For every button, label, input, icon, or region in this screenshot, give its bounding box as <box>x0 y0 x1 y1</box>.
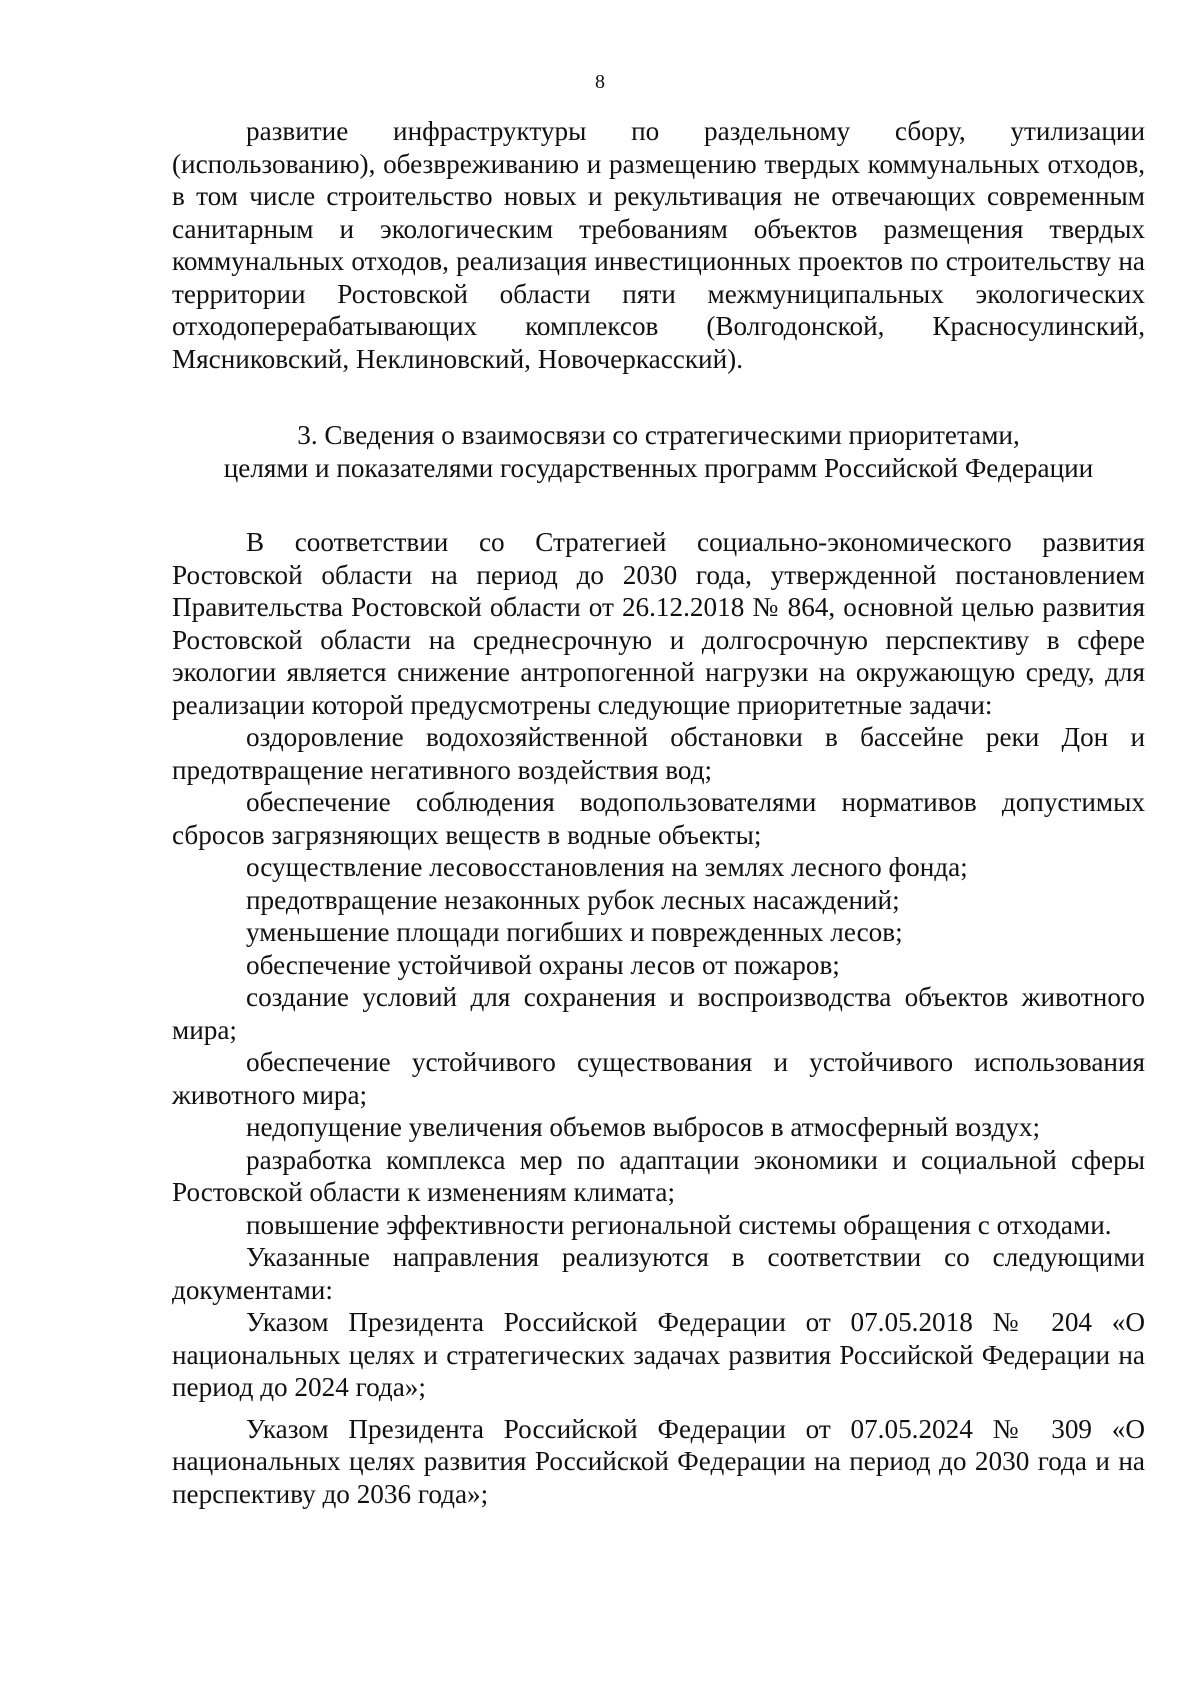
task-item: осуществление лесовосстановления на землях лесного фонда; <box>246 852 968 882</box>
section-heading-line-2: целями и показателями государственных программ Российской Федерации <box>223 452 1094 483</box>
task-item: обеспечение соблюдения водопользователями нормативов допустимых сбросов загрязняющих веществ в водные объекты; <box>172 787 1145 850</box>
paragraph-gap <box>172 1404 1145 1413</box>
task-list <box>172 721 1145 1241</box>
task-item: обеспечение устойчивой охраны лесов от пожаров; <box>246 949 840 980</box>
task-item: уменьшение площади погибших и поврежденных лесов; <box>246 917 903 947</box>
task-item: обеспечение устойчивого существования и устойчивого использования животного мира; <box>172 1047 1145 1110</box>
section-heading-line-1: 3. Сведения о взаимосвязи со стратегическими приоритетами, <box>297 420 1020 450</box>
strategy-paragraph: В соответствии со Стратегией социально-экономического развития Ростовской области на период до 2030 года, утвержденной постановлением Правительства Ростовской области от 26.12.2018 № 864, основной целью развития Ростовской области на среднесрочную и долгосрочную перспективу в сфере экологии является снижение антропогенной нагрузки на окружающую среду, для реализации которой предусмотрены следующие приоритетные задачи: <box>172 527 1145 720</box>
task-item: разработка комплекса мер по адаптации экономики и социальной сферы Ростовской области к изменениям климата; <box>172 1144 1145 1207</box>
intro-paragraph: развитие инфраструктуры по раздельному сбору, утилизации (использованию), обезвреживанию и размещению твердых коммунальных отходов, в том числе строительство новых и рекультивация не отвечающих современным санитарным и экологическим требованиям объектов размещения твердых коммунальных отходов, реализация инвестиционных проектов по строительству на территории Ростовской области пяти межмуниципальных экологических отходоперерабатывающих комплексов (Волгодонской, Красносулинский, Мясниковский, Неклиновский, Новочеркасский). <box>172 116 1145 374</box>
document-item: Указом Президента Российской Федерации от 07.05.2024 № 309 «О национальных целях развития Российской Федерации на период до 2030 года и на перспективу до 2036 года»; <box>172 1413 1145 1509</box>
document-body <box>172 115 1145 1510</box>
task-item: недопущение увеличения объемов выбросов в атмосферный воздух; <box>246 1112 1041 1142</box>
task-item: повышение эффективности региональной системы обращения с отходами. <box>246 1209 1112 1240</box>
task-item: оздоровление водохозяйственной обстановки в бассейне реки Дон и предотвращение негативного воздействия вод; <box>172 722 1145 785</box>
task-item: создание условий для сохранения и воспроизводства объектов животного мира; <box>172 982 1145 1045</box>
document-item: Указом Президента Российской Федерации от 07.05.2018 № 204 «О национальных целях и стратегических задачах развития Российской Федерации на период до 2024 года»; <box>172 1307 1145 1402</box>
document-list <box>172 1306 1145 1510</box>
task-item: предотвращение незаконных рубок лесных насаждений; <box>246 884 900 915</box>
page-number: 8 <box>595 71 605 93</box>
documents-intro: Указанные направления реализуются в соответствии со следующими документами: <box>172 1242 1145 1305</box>
section-heading <box>172 419 1145 484</box>
